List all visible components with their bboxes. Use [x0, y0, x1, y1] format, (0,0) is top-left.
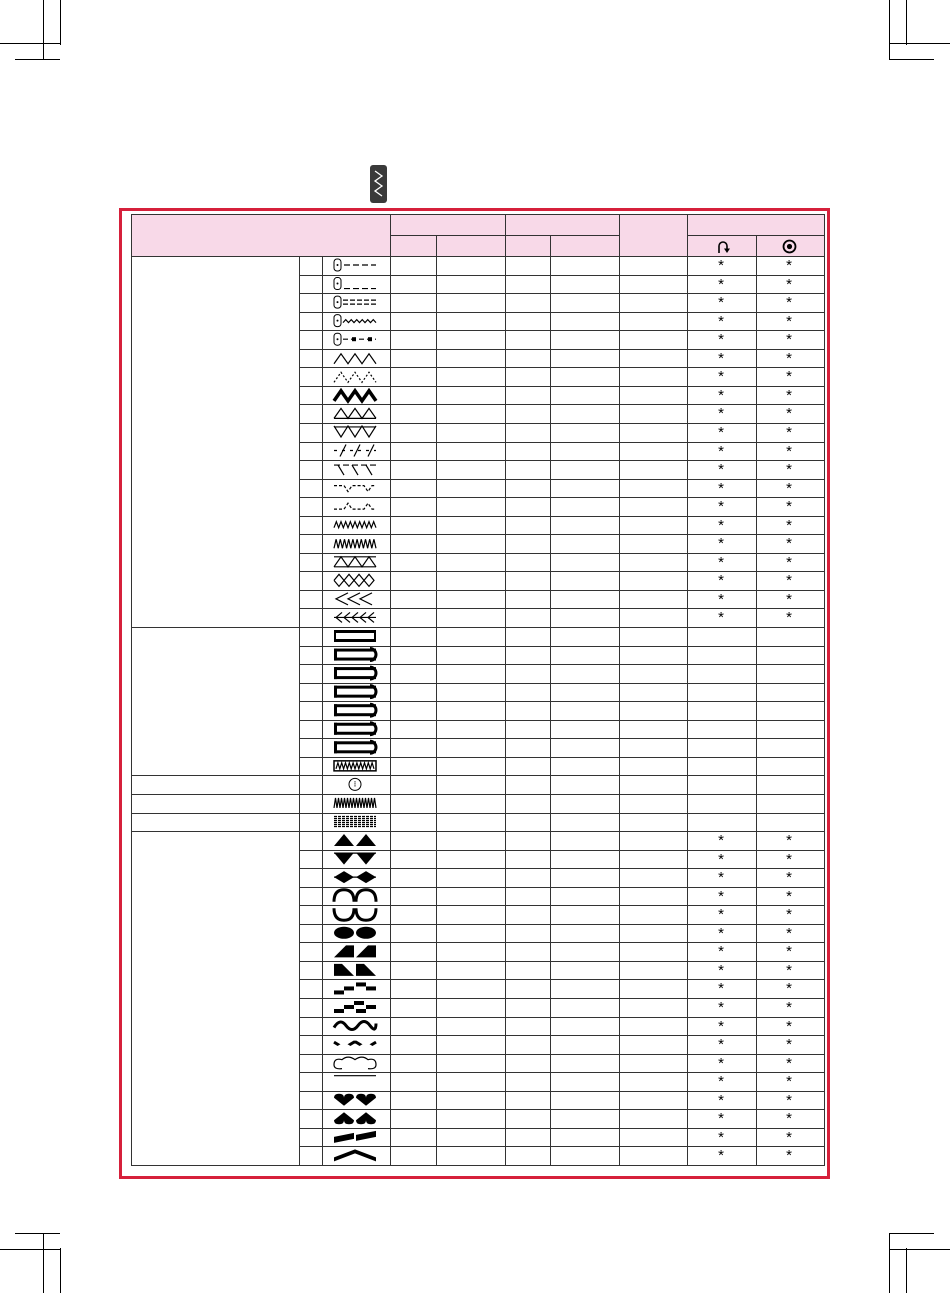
grid-line: [299, 442, 824, 443]
reinforcement-mark: *: [786, 386, 792, 404]
grid-line: [687, 256, 688, 1165]
reinforcement-mark: *: [786, 906, 792, 924]
stem-stitch-icon: [334, 315, 376, 327]
shell-stitch-icon: [334, 522, 376, 528]
reverse-mark: *: [718, 257, 724, 274]
grid-line: [131, 214, 824, 215]
reinforcement-mark: *: [786, 423, 792, 441]
cross-stitch-icon: [334, 574, 374, 586]
reinforcement-mark: *: [786, 887, 792, 905]
reverse-mark: *: [718, 331, 724, 349]
grid-line: [299, 293, 824, 294]
reverse-mark: *: [718, 609, 724, 627]
grid-line: [299, 1017, 824, 1018]
grid-line: [299, 942, 824, 943]
reinforcement-mark: *: [786, 980, 792, 998]
reinforcement-mark: *: [786, 1110, 792, 1128]
grid-line: [756, 256, 757, 1165]
reverse-mark: *: [718, 980, 724, 998]
reverse-mark: *: [718, 349, 724, 367]
grid-line: [131, 627, 824, 628]
reverse-mark: *: [718, 461, 724, 479]
arches-up-icon: [334, 890, 376, 902]
grid-line: [299, 1054, 824, 1055]
grid-line: [299, 312, 824, 313]
bar-tack-icon: [334, 761, 376, 771]
reinforcement-mark: *: [786, 869, 792, 887]
buttonhole-keyhole-icon: [334, 723, 376, 735]
zigzag-bands-icon: [334, 1131, 376, 1143]
reverse-mark: *: [718, 386, 724, 404]
reinforcement-mark: *: [786, 479, 792, 497]
chevron-band-icon: [334, 1149, 376, 1161]
buttonhole-square-icon: [334, 667, 376, 679]
grid-line: [299, 608, 824, 609]
feather-stitch-icon: [336, 593, 372, 605]
reinforcement-mark: *: [786, 535, 792, 553]
eyelet-satin-icon: [334, 798, 376, 808]
blind-hem-up-icon: [334, 503, 376, 509]
reinforcement-mark: *: [786, 590, 792, 608]
reverse-mark: *: [718, 423, 724, 441]
reinforcement-mark: *: [786, 442, 792, 460]
reinforcement-mark: *: [786, 1036, 792, 1054]
reverse-mark: *: [718, 961, 724, 979]
reinforcement-mark: *: [786, 961, 792, 979]
grid-line: [299, 571, 824, 572]
reverse-mark: *: [718, 516, 724, 534]
reinforcement-mark: *: [786, 1147, 792, 1165]
reverse-mark: *: [718, 832, 724, 850]
grid-line: [299, 590, 824, 591]
grid-line: [756, 235, 757, 256]
triangles-up-icon: [334, 834, 376, 846]
triangles-down-icon: [334, 853, 376, 865]
reverse-mark: *: [718, 1110, 724, 1128]
reinforcement-mark: *: [786, 516, 792, 534]
grid-line: [299, 275, 824, 276]
reinforcement-mark: *: [786, 294, 792, 312]
grid-line: [299, 1072, 824, 1073]
grid-line: [131, 214, 132, 1165]
triple-zigzag-icon: [334, 391, 376, 401]
grid-line: [299, 646, 824, 647]
reinforcement-mark: *: [786, 349, 792, 367]
reinforcement-mark: *: [786, 943, 792, 961]
reinforcement-mark: *: [786, 1091, 792, 1109]
grid-line: [299, 961, 824, 962]
grid-line: [299, 1146, 824, 1147]
grid-line: [299, 701, 824, 702]
grid-line: [299, 924, 824, 925]
reinforcement-mark: *: [786, 1073, 792, 1091]
reverse-mark: *: [718, 1073, 724, 1091]
reverse-mark: *: [718, 498, 724, 516]
reverse-mark: *: [718, 535, 724, 553]
overcast-triangles-icon: [334, 408, 376, 418]
zigzag-icon: [334, 354, 376, 364]
grid-line: [299, 1128, 824, 1129]
reverse-mark: *: [718, 1054, 724, 1072]
grid-line: [299, 757, 824, 758]
blind-hem-down-icon: [334, 486, 376, 492]
reinforcement-mark: *: [786, 850, 792, 868]
reinforcement-mark: *: [786, 1054, 792, 1072]
grid-line: [299, 386, 824, 387]
grid-line: [505, 256, 506, 1165]
darning-icon: [334, 817, 376, 827]
reinforcement-mark: *: [786, 832, 792, 850]
reverse-mark: *: [718, 405, 724, 423]
triple-straight-icon: [334, 296, 376, 308]
reverse-mark: *: [718, 1147, 724, 1165]
zigzag-stitch-tab-icon: [370, 165, 387, 203]
overcast-inverted-triangles-icon: [334, 426, 376, 437]
straight-left-icon: [334, 259, 376, 271]
grid-line: [687, 235, 824, 236]
grid-line: [390, 235, 619, 236]
grid-line: [299, 664, 824, 665]
grid-line: [299, 460, 824, 461]
reverse-mark: *: [718, 887, 724, 905]
diamonds-icon: [334, 871, 376, 883]
grid-line: [299, 683, 824, 684]
wave-icon: [334, 1022, 376, 1030]
reverse-mark: *: [718, 1091, 724, 1109]
grid-line: [131, 794, 824, 795]
fagoting-icon: [334, 612, 376, 622]
reinforcement-mark: *: [786, 331, 792, 349]
grid-line: [299, 349, 824, 350]
grid-line: [299, 330, 824, 331]
reverse-mark: *: [718, 294, 724, 312]
reverse-mark: *: [718, 999, 724, 1016]
grid-line: [299, 534, 824, 535]
reverse-mark: *: [718, 368, 724, 386]
grid-line: [299, 868, 824, 869]
scallop-stitch-icon: [334, 539, 376, 548]
grid-line: [299, 887, 824, 888]
reinforcement-mark: *: [786, 275, 792, 293]
reinforcement-mark: *: [786, 498, 792, 516]
reverse-mark: *: [718, 1128, 724, 1146]
crowns-icon: [334, 1042, 376, 1050]
stitch-chart-frame: [119, 208, 830, 1179]
reverse-mark: *: [718, 850, 724, 868]
grid-line: [436, 235, 437, 256]
slant-left-icon: [334, 465, 376, 475]
arches-down-icon: [334, 908, 376, 920]
grid-line: [299, 404, 824, 405]
reverse-mark: *: [718, 590, 724, 608]
reinforcement-mark: *: [786, 405, 792, 423]
checker-blocks-icon: [334, 1001, 376, 1013]
ovals-icon: [334, 927, 376, 939]
reinforcement-mark: *: [786, 257, 792, 274]
grid-line: [299, 423, 824, 424]
reverse-mark: *: [718, 312, 724, 330]
step-blocks-icon: [334, 982, 376, 994]
grid-line: [550, 256, 551, 1165]
grid-line: [299, 905, 824, 906]
grid-line: [299, 1091, 824, 1092]
grid-line: [299, 850, 824, 851]
grid-line: [299, 256, 300, 1165]
grid-line: [131, 813, 824, 814]
reinforcement-mark: *: [786, 609, 792, 627]
zigzag-dashed-icon: [334, 372, 376, 382]
reinforcement-mark: *: [786, 924, 792, 942]
spades-icon: [334, 1112, 376, 1124]
reinforcement-mark: *: [786, 312, 792, 330]
slanted-blocks-right-icon: [334, 945, 376, 957]
reverse-mark: *: [718, 572, 724, 590]
buttonhole-stretch-icon: [334, 686, 376, 698]
grid-line: [322, 256, 323, 1165]
reverse-mark: *: [718, 869, 724, 887]
reverse-mark: *: [718, 1036, 724, 1054]
reverse-mark: *: [718, 479, 724, 497]
grid-line: [299, 479, 824, 480]
grid-line: [390, 256, 391, 1165]
grid-line: [299, 738, 824, 739]
reverse-mark: *: [718, 442, 724, 460]
buttonhole-tapered-icon: [334, 741, 376, 753]
grid-line: [299, 998, 824, 999]
grid-line: [299, 553, 824, 554]
grid-line: [131, 1165, 825, 1166]
grid-line: [619, 256, 620, 1165]
buttonhole-narrow-icon: [334, 630, 376, 642]
reverse-mark: *: [718, 553, 724, 571]
reinforcement-mark: *: [786, 553, 792, 571]
reverse-mark: *: [718, 943, 724, 961]
decorative-straight-icon: [334, 333, 376, 345]
reverse-mark: *: [718, 275, 724, 293]
grid-line: [299, 1035, 824, 1036]
reinforcement-mark: *: [786, 572, 792, 590]
clouds-icon: [334, 1057, 376, 1069]
slanted-blocks-left-icon: [334, 964, 376, 976]
grid-line: [619, 214, 620, 256]
reinforcement-mark: *: [786, 461, 792, 479]
grid-line: [299, 720, 824, 721]
reinforcement-mark: *: [786, 999, 792, 1016]
stitch-chart-table: [131, 214, 824, 1165]
hearts-icon: [334, 1094, 376, 1106]
buttonhole-round-end-icon: [334, 649, 376, 661]
grid-line: [299, 979, 824, 980]
grid-line: [824, 214, 825, 1165]
grid-line: [550, 235, 551, 256]
grid-line: [299, 367, 824, 368]
reinforcement-mark: *: [786, 1128, 792, 1146]
button-sewing-icon: [349, 778, 361, 790]
grid-line: [299, 516, 824, 517]
buttonhole-heirloom-icon: [334, 704, 376, 716]
straight-center-icon: [334, 278, 376, 290]
reverse-mark: *: [718, 1017, 724, 1035]
reverse-mark: *: [718, 906, 724, 924]
grid-line: [436, 256, 437, 1165]
reverse-mark: *: [718, 924, 724, 942]
slant-right-icon: [334, 445, 376, 457]
grid-line: [299, 497, 824, 498]
grid-line: [131, 775, 824, 776]
patchwork-icon: [334, 557, 376, 567]
reinforcement-mark: *: [786, 368, 792, 386]
grid-line: [299, 1109, 824, 1110]
reinforcement-mark: *: [786, 1017, 792, 1035]
